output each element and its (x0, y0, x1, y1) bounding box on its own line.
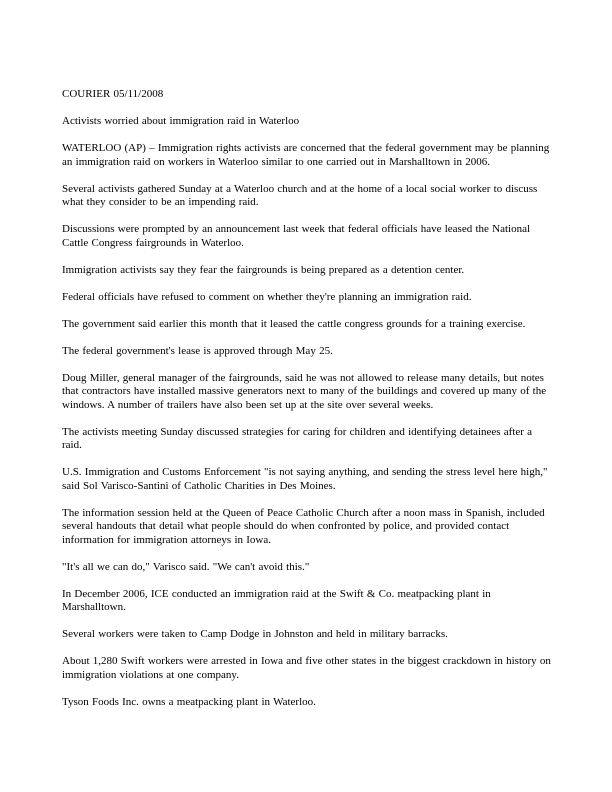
paragraph: The activists meeting Sunday discussed strategies for caring for children and identifying detainees after a raid. (62, 425, 533, 451)
paragraph: Several activists gathered Sunday at a Waterloo church and at the home of a local social worker to discuss what they consider to be an impending raid. (62, 182, 538, 208)
paragraph: The federal government's lease is approved through May 25. (62, 344, 333, 357)
paragraph: WATERLOO (AP) – Immigration rights activists are concerned that the federal government may be planning an immigration raid on workers in Waterloo similar to one carried out in Marshalltown in 2006. (62, 142, 550, 168)
paragraph: The government said earlier this month that it leased the cattle congress grounds for a training exercise. (62, 317, 526, 330)
paragraph: About 1,280 Swift workers were arrested in Iowa and five other states in the biggest crackdown in history on immigration violations at one company. (62, 655, 551, 681)
paragraph: Immigration activists say they fear the fairgrounds is being prepared as a detention center. (62, 263, 465, 276)
paragraph: Discussions were prompted by an announcement last week that federal officials have leased the National Cattle Congress fairgrounds in Waterloo. (62, 223, 531, 249)
paragraph: The information session held at the Queen of Peace Catholic Church after a noon mass in Spanish, included several handouts that detail what people should do when confronted by police, and provided contact information for immigration attorneys in Iowa. (62, 506, 545, 546)
paragraph: "It's all we can do," Varisco said. "We can't avoid this." (62, 560, 310, 573)
paragraph: In December 2006, ICE conducted an immigration raid at the Swift & Co. meatpacking plant in Marshalltown. (62, 587, 491, 613)
headline: Activists worried about immigration raid in Waterloo (62, 115, 300, 127)
paragraph: Doug Miller, general manager of the fairgrounds, said he was not allowed to release many details, but notes that contractors have installed massive generators next to many of the buildings and covered up many of the windows. A number of trailers have also been set up at the site over several weeks. (62, 371, 547, 411)
paragraph: Federal officials have refused to comment on whether they're planning an immigration raid. (62, 290, 472, 303)
paragraph: Tyson Foods Inc. owns a meatpacking plant in Waterloo. (62, 695, 316, 708)
paragraph: Several workers were taken to Camp Dodge in Johnston and held in military barracks. (62, 628, 448, 640)
paragraph: U.S. Immigration and Customs Enforcement "is not saying anything, and sending the stress level here high," said Sol Varisco-Santini of Catholic Charities in Des Moines. (62, 466, 548, 492)
date-line: COURIER 05/11/2008 (62, 88, 164, 100)
